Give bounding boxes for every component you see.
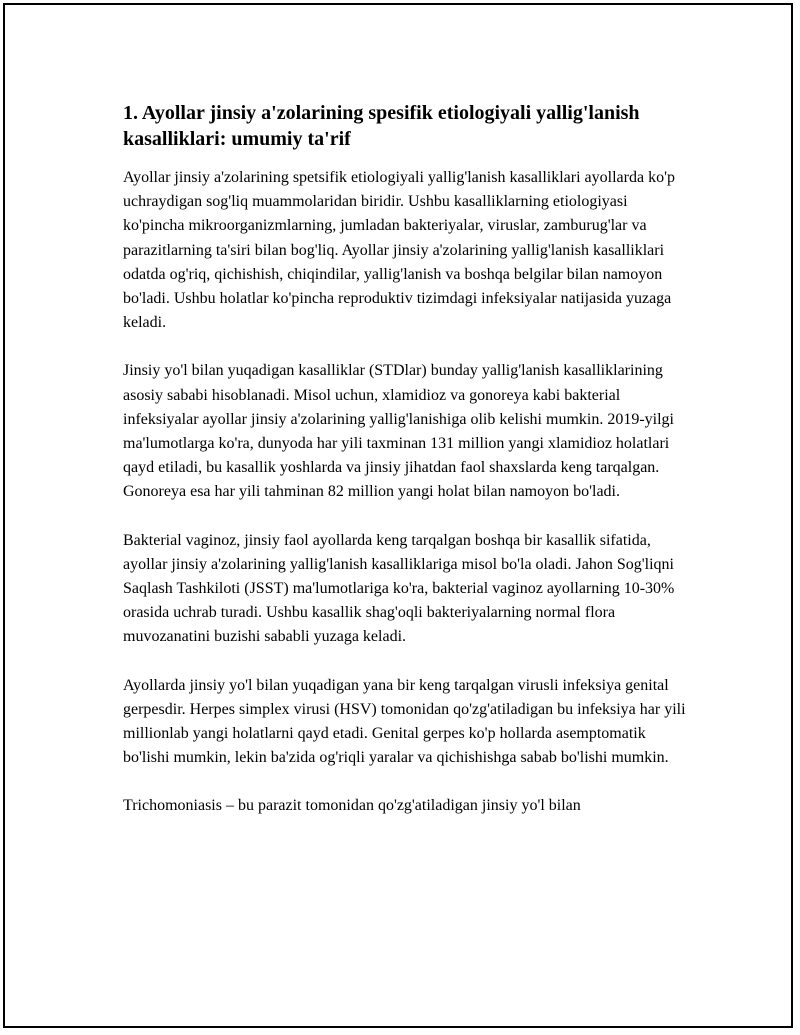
paragraph-general-definition: Ayollar jinsiy a'zolarining spetsifik etiologiyali yallig'lanish kasalliklari ayollarda ko'p uchraydigan sog'liq muammolaridan biridir. Ushbu kasalliklarning etiologiyasi ko'pincha mikroorganizmlarning, jumladan bakteriyalar, viruslar, zamburug'lar va parazitlarning ta'siri bilan bog'liq. Ayollar jinsiy a'zolarining yallig'lanish kasalliklari odatda og'riq, qichishish, chiqindilar, yallig'lanish va boshqa belgilar bilan namoyon bo'ladi. Ushbu holatlar ko'pincha reproduktiv tizimdagi infeksiyalar natijasida yuzaga keladi.: [123, 169, 675, 332]
paragraph-genital-herpes: Ayollarda jinsiy yo'l bilan yuqadigan yana bir keng tarqalgan virusli infeksiya genital gerpesdir. Herpes simplex virusi (HSV) tomonidan qo'zg'atiladigan bu infeksiya har yili millionlab yangi holatlarni qayd etadi. Genital gerpes ko'p hollarda asemptomatik bo'lishi mumkin, lekin ba'zida og'riqli yaralar va qichishishga sabab bo'lishi mumkin.: [123, 676, 686, 767]
paragraph-std: Jinsiy yo'l bilan yuqadigan kasalliklar (STDlar) bunday yallig'lanish kasalliklarining asosiy sababi hisoblanadi. Misol uchun, xlamidioz va gonoreya kabi bakterial infeksiyalar ayollar jinsiy a'zolarining yallig'lanishiga olib kelishi mumkin. 2019-yilgi ma'lumotlarga ko'ra, dunyoda har yili taxminan 131 million yangi xlamidioz holatlari qayd etiladi, bu kasallik yoshlarda va jinsiy jihatdan faol shaxslarda keng tarqalgan. Gonoreya esa har yili tahminan 82 million yangi holat bilan namoyon bo'ladi.: [123, 362, 674, 501]
document-body: [123, 100, 693, 843]
paragraph-bacterial-vaginosis: Bakterial vaginoz, jinsiy faol ayollarda keng tarqalgan boshqa bir kasallik sifatida, ayollar jinsiy a'zolarining yallig'lanish kasalliklariga misol bo'la oladi. Jahon Sog'liqni Saqlash Tashkiloti (JSST) ma'lumotlariga ko'ra, bakterial vaginoz ayollarning 10-30% orasida uchrab turadi. Ushbu kasallik shag'oqli bakteriyalarning normal flora muvozanatini buzishi sababli yuzaga keladi.: [123, 531, 675, 646]
paragraph-trichomoniasis: Trichomoniasis – bu parazit tomonidan qo'zg'atiladigan jinsiy yo'l bilan: [123, 797, 581, 815]
page-frame: [3, 3, 793, 1028]
section-heading: 1. Ayollar jinsiy a'zolarining spesifik etiologiyali yallig'lanish kasalliklari: umumiy ta'rif: [123, 102, 640, 150]
